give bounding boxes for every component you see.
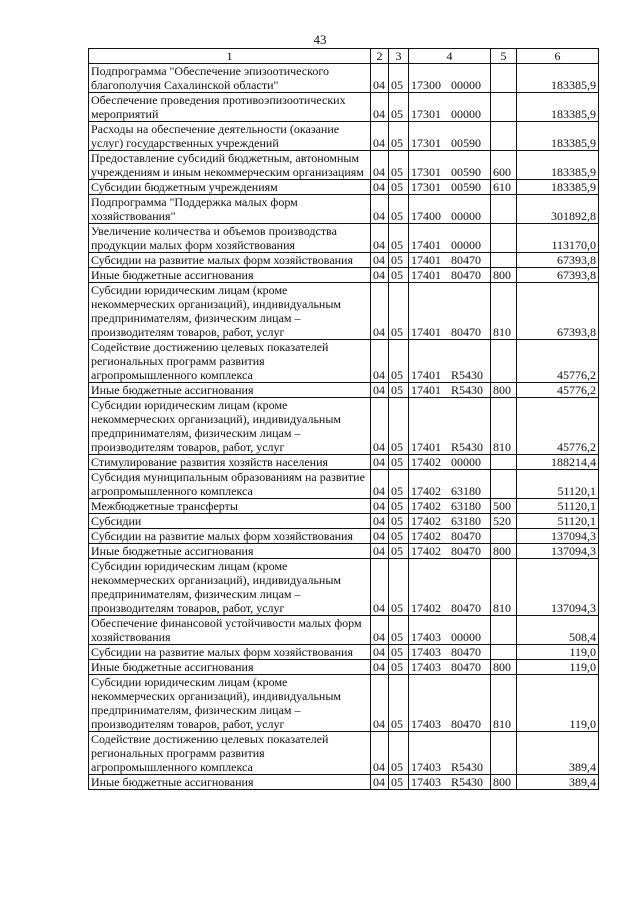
row-target-article-program: 17403 bbox=[411, 630, 441, 644]
table-body bbox=[89, 64, 599, 790]
row-target-article-direction: 80470 bbox=[451, 717, 481, 731]
row-name: Иные бюджетные ассигнования bbox=[89, 383, 371, 398]
row-section-code: 04 bbox=[371, 340, 389, 383]
row-expense-type-code: 500 bbox=[491, 499, 517, 514]
row-expense-type-code: 810 bbox=[491, 559, 517, 616]
row-name: Расходы на обеспечение деятельности (оказание услуг) государственных учреждений bbox=[89, 122, 371, 151]
row-target-article-direction: R5430 bbox=[451, 440, 484, 454]
row-amount: 51120,1 bbox=[517, 499, 599, 514]
row-target-article-program: 17402 bbox=[411, 601, 441, 615]
row-target-article bbox=[409, 268, 491, 283]
row-name: Субсидии юридическим лицам (кроме некоммерческих организаций), индивидуальным предпринимателям, физическим лицам – производителям товаров, работ, услуг bbox=[89, 283, 371, 340]
table-row bbox=[89, 180, 599, 195]
row-amount: 67393,8 bbox=[517, 283, 599, 340]
table-row bbox=[89, 775, 599, 790]
table-row bbox=[89, 151, 599, 180]
row-target-article bbox=[409, 283, 491, 340]
row-name: Обеспечение финансовой устойчивости малых форм хозяйствования bbox=[89, 616, 371, 645]
row-target-article bbox=[409, 470, 491, 499]
row-target-article bbox=[409, 514, 491, 529]
row-subsection-code: 05 bbox=[389, 64, 409, 93]
row-target-article-program: 17402 bbox=[411, 484, 441, 498]
table-row bbox=[89, 455, 599, 470]
row-section-code: 04 bbox=[371, 470, 389, 499]
row-expense-type-code bbox=[491, 470, 517, 499]
row-expense-type-code: 800 bbox=[491, 383, 517, 398]
row-amount: 119,0 bbox=[517, 660, 599, 675]
row-amount: 45776,2 bbox=[517, 383, 599, 398]
row-amount: 45776,2 bbox=[517, 398, 599, 455]
row-subsection-code: 05 bbox=[389, 93, 409, 122]
row-subsection-code: 05 bbox=[389, 470, 409, 499]
row-name: Подпрограмма "Обеспечение эпизоотического благополучия Сахалинской области" bbox=[89, 64, 371, 93]
row-section-code: 04 bbox=[371, 499, 389, 514]
row-target-article-program: 17300 bbox=[411, 78, 441, 92]
row-target-article-program: 17401 bbox=[411, 268, 441, 282]
row-name: Увеличение количества и объемов производства продукции малых форм хозяйствования bbox=[89, 224, 371, 253]
row-target-article bbox=[409, 645, 491, 660]
table-row bbox=[89, 732, 599, 775]
row-target-article-direction: 63180 bbox=[451, 514, 481, 528]
row-target-article-program: 17401 bbox=[411, 368, 441, 382]
row-subsection-code: 05 bbox=[389, 455, 409, 470]
table-row bbox=[89, 122, 599, 151]
row-target-article bbox=[409, 398, 491, 455]
row-amount: 301892,8 bbox=[517, 195, 599, 224]
row-section-code: 04 bbox=[371, 559, 389, 616]
table-row bbox=[89, 195, 599, 224]
row-amount: 183385,9 bbox=[517, 93, 599, 122]
row-target-article-program: 17402 bbox=[411, 514, 441, 528]
row-section-code: 04 bbox=[371, 283, 389, 340]
row-target-article bbox=[409, 660, 491, 675]
row-target-article-direction: 00000 bbox=[451, 209, 481, 223]
row-section-code: 04 bbox=[371, 195, 389, 224]
table-row bbox=[89, 93, 599, 122]
row-amount: 183385,9 bbox=[517, 180, 599, 195]
row-target-article-program: 17401 bbox=[411, 238, 441, 252]
row-expense-type-code bbox=[491, 122, 517, 151]
table-row bbox=[89, 383, 599, 398]
column-header-section: 2 bbox=[371, 49, 389, 64]
row-name: Стимулирование развития хозяйств населения bbox=[89, 455, 371, 470]
table-row bbox=[89, 64, 599, 93]
row-expense-type-code bbox=[491, 732, 517, 775]
row-subsection-code: 05 bbox=[389, 645, 409, 660]
row-amount: 137094,3 bbox=[517, 544, 599, 559]
row-amount: 45776,2 bbox=[517, 340, 599, 383]
row-target-article-direction: R5430 bbox=[451, 368, 484, 382]
row-subsection-code: 05 bbox=[389, 151, 409, 180]
row-target-article-direction: 80470 bbox=[451, 529, 481, 543]
row-target-article-program: 17402 bbox=[411, 499, 441, 513]
row-target-article-program: 17402 bbox=[411, 544, 441, 558]
row-target-article-program: 17403 bbox=[411, 717, 441, 731]
row-target-article-program: 17401 bbox=[411, 383, 441, 397]
row-section-code: 04 bbox=[371, 64, 389, 93]
row-subsection-code: 05 bbox=[389, 660, 409, 675]
row-section-code: 04 bbox=[371, 224, 389, 253]
row-amount: 137094,3 bbox=[517, 529, 599, 544]
row-amount: 183385,9 bbox=[517, 122, 599, 151]
row-expense-type-code: 800 bbox=[491, 775, 517, 790]
table-row bbox=[89, 470, 599, 499]
row-target-article-direction: R5430 bbox=[451, 383, 484, 397]
row-section-code: 04 bbox=[371, 455, 389, 470]
row-expense-type-code: 810 bbox=[491, 283, 517, 340]
row-section-code: 04 bbox=[371, 514, 389, 529]
table-row bbox=[89, 616, 599, 645]
row-name: Субсидии на развитие малых форм хозяйствования bbox=[89, 529, 371, 544]
table-row bbox=[89, 544, 599, 559]
row-expense-type-code: 800 bbox=[491, 660, 517, 675]
column-header-name: 1 bbox=[89, 49, 371, 64]
row-subsection-code: 05 bbox=[389, 616, 409, 645]
row-amount: 119,0 bbox=[517, 675, 599, 732]
row-section-code: 04 bbox=[371, 660, 389, 675]
row-name: Иные бюджетные ассигнования bbox=[89, 660, 371, 675]
row-amount: 389,4 bbox=[517, 732, 599, 775]
row-name: Субсидии на развитие малых форм хозяйствования bbox=[89, 253, 371, 268]
row-subsection-code: 05 bbox=[389, 775, 409, 790]
row-target-article-program: 17301 bbox=[411, 136, 441, 150]
row-subsection-code: 05 bbox=[389, 122, 409, 151]
row-section-code: 04 bbox=[371, 544, 389, 559]
row-target-article-direction: 63180 bbox=[451, 499, 481, 513]
row-target-article-direction: 00590 bbox=[451, 165, 481, 179]
row-expense-type-code bbox=[491, 64, 517, 93]
row-subsection-code: 05 bbox=[389, 195, 409, 224]
row-target-article bbox=[409, 455, 491, 470]
row-subsection-code: 05 bbox=[389, 180, 409, 195]
table-row bbox=[89, 675, 599, 732]
row-subsection-code: 05 bbox=[389, 383, 409, 398]
row-target-article-program: 17301 bbox=[411, 165, 441, 179]
row-name: Субсидии юридическим лицам (кроме некоммерческих организаций), индивидуальным предпринимателям, физическим лицам – производителям товаров, работ, услуг bbox=[89, 559, 371, 616]
row-target-article bbox=[409, 195, 491, 224]
row-name: Иные бюджетные ассигнования bbox=[89, 268, 371, 283]
row-target-article bbox=[409, 122, 491, 151]
row-expense-type-code bbox=[491, 340, 517, 383]
row-target-article-direction: 00590 bbox=[451, 180, 481, 194]
header-row bbox=[89, 49, 599, 64]
row-target-article bbox=[409, 340, 491, 383]
row-expense-type-code: 800 bbox=[491, 544, 517, 559]
row-name: Подпрограмма "Поддержка малых форм хозяйствования" bbox=[89, 195, 371, 224]
row-target-article-program: 17402 bbox=[411, 455, 441, 469]
row-subsection-code: 05 bbox=[389, 224, 409, 253]
row-section-code: 04 bbox=[371, 529, 389, 544]
table-row bbox=[89, 253, 599, 268]
row-target-article bbox=[409, 675, 491, 732]
row-section-code: 04 bbox=[371, 93, 389, 122]
table-row bbox=[89, 514, 599, 529]
column-header-target-article: 4 bbox=[409, 49, 491, 64]
row-name: Содействие достижению целевых показателей региональных программ развития агропромышленного комплекса bbox=[89, 340, 371, 383]
row-target-article-program: 17401 bbox=[411, 440, 441, 454]
row-amount: 137094,3 bbox=[517, 559, 599, 616]
table-row bbox=[89, 645, 599, 660]
row-subsection-code: 05 bbox=[389, 499, 409, 514]
budget-table bbox=[88, 48, 599, 790]
row-section-code: 04 bbox=[371, 616, 389, 645]
row-target-article bbox=[409, 224, 491, 253]
row-subsection-code: 05 bbox=[389, 283, 409, 340]
column-header-amount: 6 bbox=[517, 49, 599, 64]
row-target-article-direction: 00000 bbox=[451, 107, 481, 121]
row-target-article-direction: R5430 bbox=[451, 760, 484, 774]
row-target-article-direction: 00000 bbox=[451, 455, 481, 469]
row-name: Субсидия муниципальным образованиям на развитие агропромышленного комплекса bbox=[89, 470, 371, 499]
row-section-code: 04 bbox=[371, 675, 389, 732]
row-name: Субсидии бюджетным учреждениям bbox=[89, 180, 371, 195]
row-target-article-program: 17403 bbox=[411, 660, 441, 674]
row-amount: 113170,0 bbox=[517, 224, 599, 253]
row-target-article-direction: R5430 bbox=[451, 775, 484, 789]
row-section-code: 04 bbox=[371, 775, 389, 790]
row-section-code: 04 bbox=[371, 151, 389, 180]
row-name: Обеспечение проведения противоэпизоотических мероприятий bbox=[89, 93, 371, 122]
row-target-article bbox=[409, 64, 491, 93]
table-row bbox=[89, 559, 599, 616]
row-target-article-direction: 63180 bbox=[451, 484, 481, 498]
row-amount: 183385,9 bbox=[517, 64, 599, 93]
table-row bbox=[89, 499, 599, 514]
row-target-article bbox=[409, 93, 491, 122]
row-target-article bbox=[409, 253, 491, 268]
row-target-article-direction: 00000 bbox=[451, 78, 481, 92]
row-expense-type-code bbox=[491, 455, 517, 470]
row-subsection-code: 05 bbox=[389, 675, 409, 732]
column-header-subsection: 3 bbox=[389, 49, 409, 64]
row-target-article-direction: 80470 bbox=[451, 268, 481, 282]
row-target-article-program: 17403 bbox=[411, 760, 441, 774]
row-subsection-code: 05 bbox=[389, 268, 409, 283]
row-section-code: 04 bbox=[371, 383, 389, 398]
row-target-article bbox=[409, 732, 491, 775]
row-amount: 183385,9 bbox=[517, 151, 599, 180]
row-subsection-code: 05 bbox=[389, 544, 409, 559]
row-target-article-direction: 80470 bbox=[451, 601, 481, 615]
row-expense-type-code bbox=[491, 224, 517, 253]
row-target-article-direction: 80470 bbox=[451, 645, 481, 659]
row-amount: 67393,8 bbox=[517, 268, 599, 283]
row-target-article-program: 17401 bbox=[411, 325, 441, 339]
row-target-article bbox=[409, 383, 491, 398]
row-subsection-code: 05 bbox=[389, 732, 409, 775]
row-amount: 508,4 bbox=[517, 616, 599, 645]
row-section-code: 04 bbox=[371, 180, 389, 195]
row-target-article-program: 17301 bbox=[411, 180, 441, 194]
row-target-article-direction: 80470 bbox=[451, 544, 481, 558]
row-target-article-direction: 00000 bbox=[451, 238, 481, 252]
row-name: Субсидии юридическим лицам (кроме некоммерческих организаций), индивидуальным предпринимателям, физическим лицам – производителям товаров, работ, услуг bbox=[89, 675, 371, 732]
table-row bbox=[89, 224, 599, 253]
row-expense-type-code bbox=[491, 195, 517, 224]
row-name: Содействие достижению целевых показателей региональных программ развития агропромышленного комплекса bbox=[89, 732, 371, 775]
row-amount: 389,4 bbox=[517, 775, 599, 790]
table-row bbox=[89, 340, 599, 383]
table-row bbox=[89, 268, 599, 283]
row-target-article-direction: 00000 bbox=[451, 630, 481, 644]
row-target-article-program: 17402 bbox=[411, 529, 441, 543]
row-target-article-direction: 00590 bbox=[451, 136, 481, 150]
row-section-code: 04 bbox=[371, 732, 389, 775]
row-target-article-direction: 80470 bbox=[451, 325, 481, 339]
page-number: 43 bbox=[313, 32, 327, 47]
row-name: Предоставление субсидий бюджетным, автономным учреждениям и иным некоммерческим организациям bbox=[89, 151, 371, 180]
row-subsection-code: 05 bbox=[389, 340, 409, 383]
row-target-article-program: 17401 bbox=[411, 253, 441, 267]
row-amount: 51120,1 bbox=[517, 470, 599, 499]
row-amount: 67393,8 bbox=[517, 253, 599, 268]
row-target-article bbox=[409, 559, 491, 616]
row-section-code: 04 bbox=[371, 122, 389, 151]
row-expense-type-code: 520 bbox=[491, 514, 517, 529]
row-name: Субсидии юридическим лицам (кроме некоммерческих организаций), индивидуальным предпринимателям, физическим лицам – производителям товаров, работ, услуг bbox=[89, 398, 371, 455]
row-target-article bbox=[409, 529, 491, 544]
row-expense-type-code bbox=[491, 645, 517, 660]
row-target-article bbox=[409, 775, 491, 790]
column-header-expense-type: 5 bbox=[491, 49, 517, 64]
row-section-code: 04 bbox=[371, 268, 389, 283]
row-subsection-code: 05 bbox=[389, 529, 409, 544]
row-expense-type-code: 810 bbox=[491, 675, 517, 732]
table-row bbox=[89, 398, 599, 455]
row-subsection-code: 05 bbox=[389, 559, 409, 616]
row-name: Межбюджетные трансферты bbox=[89, 499, 371, 514]
row-name: Субсидии на развитие малых форм хозяйствования bbox=[89, 645, 371, 660]
row-expense-type-code bbox=[491, 616, 517, 645]
row-expense-type-code bbox=[491, 93, 517, 122]
row-subsection-code: 05 bbox=[389, 253, 409, 268]
row-expense-type-code: 810 bbox=[491, 398, 517, 455]
row-target-article-program: 17403 bbox=[411, 775, 441, 789]
row-target-article bbox=[409, 544, 491, 559]
row-expense-type-code bbox=[491, 253, 517, 268]
row-expense-type-code bbox=[491, 529, 517, 544]
row-target-article-direction: 80470 bbox=[451, 660, 481, 674]
row-expense-type-code: 800 bbox=[491, 268, 517, 283]
row-section-code: 04 bbox=[371, 398, 389, 455]
row-expense-type-code: 610 bbox=[491, 180, 517, 195]
row-name: Иные бюджетные ассигнования bbox=[89, 775, 371, 790]
row-target-article-program: 17403 bbox=[411, 645, 441, 659]
row-target-article bbox=[409, 616, 491, 645]
table-row bbox=[89, 660, 599, 675]
row-expense-type-code: 600 bbox=[491, 151, 517, 180]
row-amount: 188214,4 bbox=[517, 455, 599, 470]
row-amount: 51120,1 bbox=[517, 514, 599, 529]
table-row bbox=[89, 283, 599, 340]
row-amount: 119,0 bbox=[517, 645, 599, 660]
row-target-article bbox=[409, 151, 491, 180]
row-subsection-code: 05 bbox=[389, 398, 409, 455]
row-section-code: 04 bbox=[371, 645, 389, 660]
row-name: Субсидии bbox=[89, 514, 371, 529]
row-target-article-program: 17301 bbox=[411, 107, 441, 121]
row-section-code: 04 bbox=[371, 253, 389, 268]
table-row bbox=[89, 529, 599, 544]
row-target-article-program: 17400 bbox=[411, 209, 441, 223]
row-target-article bbox=[409, 499, 491, 514]
row-subsection-code: 05 bbox=[389, 514, 409, 529]
row-target-article-direction: 80470 bbox=[451, 253, 481, 267]
row-name: Иные бюджетные ассигнования bbox=[89, 544, 371, 559]
row-target-article bbox=[409, 180, 491, 195]
